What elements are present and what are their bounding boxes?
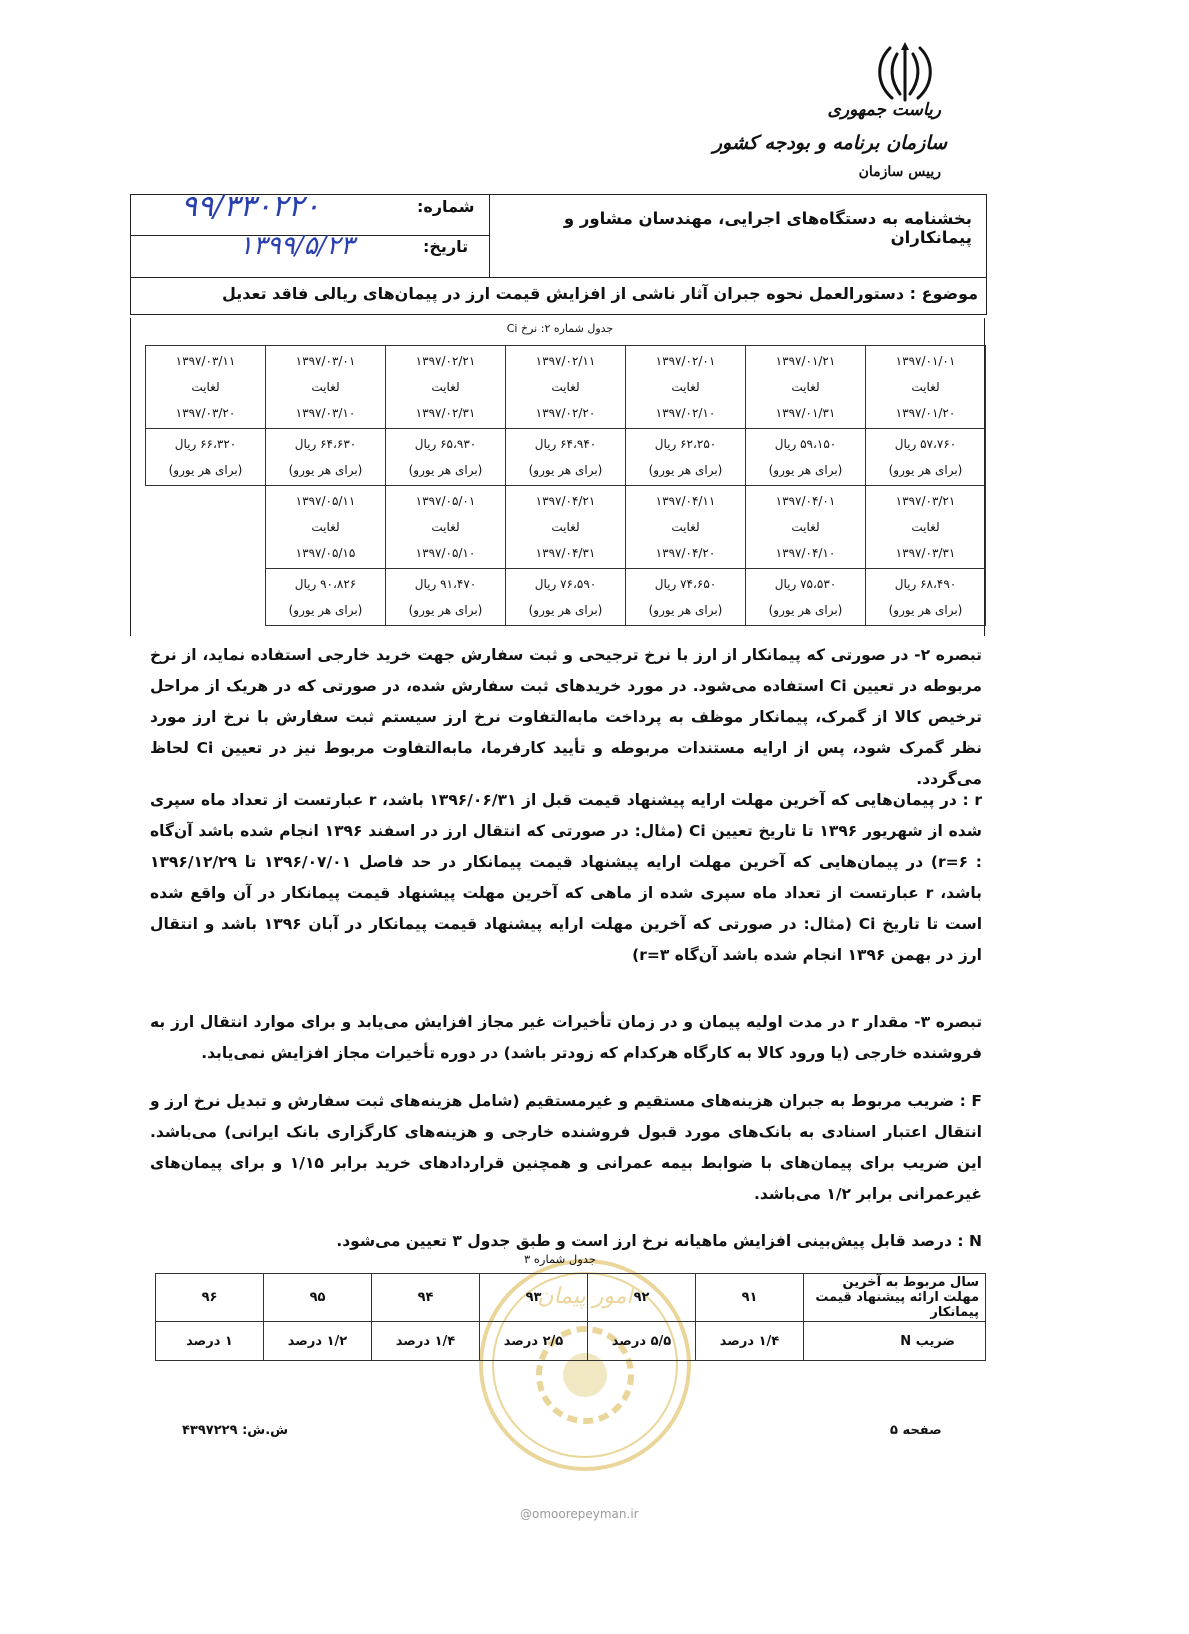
table-row [146,486,986,569]
memo-recipients: بخشنامه به دستگاه‌های اجرایی، مهندسان مشاور و پیمانکاران [563,209,972,247]
n-coefficient-table [155,1273,986,1361]
rate-cell: ۷۴،۶۵۰ ریال (برای هر یورو) [626,569,746,626]
date-range-cell: ۱۳۹۷/۰۳/۰۱ لغایت ۱۳۹۷/۰۳/۱۰ [266,346,386,429]
memo-number-handwritten: ۹۹/۳۳۰۲۲۰ [181,189,321,224]
row-header-n: ضریب N [804,1322,986,1361]
date-range-cell: ۱۳۹۷/۰۳/۲۱ لغایت ۱۳۹۷/۰۳/۳۱ [866,486,986,569]
year-cell: ۹۳ [480,1274,588,1322]
date-range-cell: ۱۳۹۷/۰۲/۲۱ لغایت ۱۳۹۷/۰۲/۳۱ [386,346,506,429]
rate-cell: ۶۴،۹۴۰ ریال (برای هر یورو) [506,429,626,486]
date-range-cell: ۱۳۹۷/۰۲/۱۱ لغایت ۱۳۹۷/۰۲/۲۰ [506,346,626,429]
n-value-cell: ۵/۵ درصد [588,1322,696,1361]
date-range-cell: ۱۳۹۷/۰۵/۰۱ لغایت ۱۳۹۷/۰۵/۱۰ [386,486,506,569]
rate-cell: ۶۴،۶۳۰ ریال (برای هر یورو) [266,429,386,486]
rate-cell: ۹۱،۴۷۰ ریال (برای هر یورو) [386,569,506,626]
rate-cell: ۷۶،۵۹۰ ریال (برای هر یورو) [506,569,626,626]
table-row [156,1274,986,1322]
memo-date-label: تاریخ: [423,237,469,256]
date-range-cell: ۱۳۹۷/۰۱/۰۱ لغایت ۱۳۹۷/۰۱/۲۰ [866,346,986,429]
table2-caption: جدول شماره ۲: نرخ Ci [506,322,614,335]
rate-cell: ۶۲،۲۵۰ ریال (برای هر یورو) [626,429,746,486]
date-range-cell: ۱۳۹۷/۰۴/۲۱ لغایت ۱۳۹۷/۰۴/۳۱ [506,486,626,569]
date-range-cell: ۱۳۹۷/۰۵/۱۱ لغایت ۱۳۹۷/۰۵/۱۵ [266,486,386,569]
n-definition-paragraph: N : درصد قابل پیش‌بینی افزایش ماهیانه نرخ ارز است و طبق جدول ۳ تعیین می‌شود. [336,1232,982,1250]
date-range-cell: ۱۳۹۷/۰۱/۲۱ لغایت ۱۳۹۷/۰۱/۳۱ [746,346,866,429]
org-name-presidency: ریاست جمهوری [827,100,941,120]
table-row [146,569,986,626]
svg-text:امور پیمان: امور پیمان [537,1284,633,1309]
year-cell: ۹۵ [264,1274,372,1322]
memo-subject: موضوع : دستورالعمل نحوه جبران آثار ناشی از افزایش قیمت ارز در پیمان‌های ریالی فاقد تعدیل [222,284,978,303]
year-cell: ۹۲ [588,1274,696,1322]
document-serial: ش.ش: ۴۳۹۷۲۲۹ [182,1423,289,1438]
rate-cell: ۵۹،۱۵۰ ریال (برای هر یورو) [746,429,866,486]
date-range-cell: ۱۳۹۷/۰۴/۰۱ لغایت ۱۳۹۷/۰۴/۱۰ [746,486,866,569]
date-range-cell: ۱۳۹۷/۰۴/۱۱ لغایت ۱۳۹۷/۰۴/۲۰ [626,486,746,569]
r-definition-paragraph: r : در پیمان‌هایی که آخرین مهلت ارایه پیشنهاد قیمت قبل از ۱۳۹۶/۰۶/۳۱ باشد، r عبارتست از تعداد ماه سپری شده از شهریور ۱۳۹۶ تا تاریخ تعیین Ci (مثال: در صورتی که انتقال ارز در اسفند ۱۳۹۶ انجام شده باشد آن‌گاه : r=۶) در پیمان‌هایی که آخرین مهلت ارایه پیشنهاد قیمت پیمانکار در حد فاصل ۱۳۹۶/۰۷/۰۱ تا ۱۳۹۶/۱۲/۲۹ باشد، r عبارتست از تعداد ماه سپری شده از ماهی که آخرین مهلت پیشنهاد قیمت پیمانکار در آن واقع شده است تا تاریخ Ci (مثال: در صورتی که آخرین مهلت ارایه پیشنهاد قیمت پیمانکار در آبان ۱۳۹۶ باشد و انتقال ارز در بهمن ۱۳۹۶ انجام شده باشد آن‌گاه r=۳) [150,791,983,964]
date-range-cell: ۱۳۹۷/۰۳/۱۱ لغایت ۱۳۹۷/۰۳/۲۰ [146,346,266,429]
rate-cell: ۷۵،۵۳۰ ریال (برای هر یورو) [746,569,866,626]
rate-cell: ۶۸،۴۹۰ ریال (برای هر یورو) [866,569,986,626]
empty-cell [146,486,266,569]
org-name-planning-budget: سازمان برنامه و بودجه کشور [712,132,947,154]
table-row [146,346,986,429]
memo-date-handwritten: ۱۳۹۹/۵/۲۳ [239,231,355,261]
note-3-paragraph: تبصره ۳- مقدار r در مدت اولیه پیمان و در زمان تأخیرات غیر مجاز افزایش می‌یابد و برای موارد انتقال ارز به فروشنده خارجی (یا ورود کالا به کارگاه هرکدام که زودتر باشد) در دوره تأخیرات مجاز افزایش نمی‌یابد. [150,1013,983,1062]
note-2-paragraph: تبصره ۲- در صورتی که پیمانکار از ارز با نرخ ترجیحی و ثبت سفارش جهت خرید خارجی استفاده نماید، از نرخ مربوطه در تعیین Ci استفاده می‌شود. در مورد خریدهای ثبت سفارش شده، در صورتی که در هریک از مراحل ترخیص کالا از گمرک، پیمانکار موظف به پرداخت مابه‌التفاوت نرخ ارز سیستم ثبت سفارش با نرخ ارز مورد نظر گمرک شود، پس از ارایه مستندات مربوطه و تأیید کارفرما، مابه‌التفاوت مربوط نیز در تعیین Ci لحاظ می‌گردد. [150,646,983,788]
f-definition-paragraph: F : ضریب مربوط به جبران هزینه‌های مستقیم و غیرمستقیم (شامل هزینه‌های ثبت سفارش و تبدیل نرخ ارز و انتقال اعتبار اسنادی به بانک‌های مورد قبول فروشنده خارجی و هزینه‌های کارگزاری بانک ایرانی) می‌باشد. این ضریب برای پیمان‌های با ضوابط بیمه عمرانی و همچنین قراردادهای خرید برابر ۱/۱۵ و برای پیمان‌های غیرعمرانی برابر ۱/۲ می‌باشد. [150,1092,982,1203]
page-number: صفحه ۵ [890,1423,942,1438]
n-value-cell: ۱ درصد [156,1322,264,1361]
n-value-cell: ۲/۵ درصد [480,1322,588,1361]
rate-cell: ۵۷،۷۶۰ ریال (برای هر یورو) [866,429,986,486]
row-header-year: سال مربوط به آخرین مهلت ارائه پیشنهاد قیمت پیمانکار [804,1274,986,1322]
table3-caption: جدول شماره ۳ [524,1252,596,1266]
rate-cell: ۹۰،۸۲۶ ریال (برای هر یورو) [266,569,386,626]
ci-rate-table [145,345,986,626]
n-value-cell: ۱/۴ درصد [696,1322,804,1361]
year-cell: ۹۶ [156,1274,264,1322]
year-cell: ۹۱ [696,1274,804,1322]
year-cell: ۹۴ [372,1274,480,1322]
website-watermark: @omoorepeyman.ir [520,1507,639,1521]
table-row [156,1322,986,1361]
org-head-title: رییس سازمان [858,164,941,180]
memo-number-label: شماره: [417,197,475,216]
empty-cell [146,569,266,626]
n-value-cell: ۱/۲ درصد [264,1322,372,1361]
n-value-cell: ۱/۴ درصد [372,1322,480,1361]
table-row [146,429,986,486]
rate-cell: ۶۵،۹۳۰ ریال (برای هر یورو) [386,429,506,486]
date-range-cell: ۱۳۹۷/۰۲/۰۱ لغایت ۱۳۹۷/۰۲/۱۰ [626,346,746,429]
memo-header-box [130,189,987,315]
rate-cell: ۶۶،۳۲۰ ریال (برای هر یورو) [146,429,266,486]
iran-emblem-logo [870,40,940,106]
